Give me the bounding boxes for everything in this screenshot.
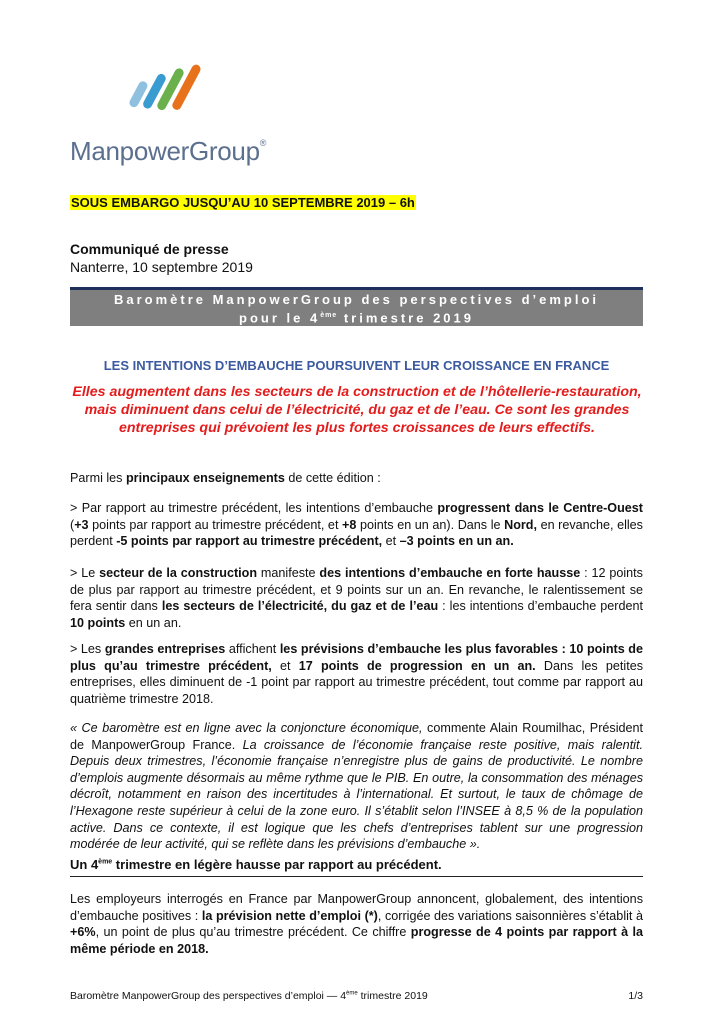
place-date: Nanterre, 10 septembre 2019 [70, 259, 253, 275]
paragraph-company-size: > Les grandes entreprises affichent les prévisions d’embauche les plus favorables : 10 points de plus qu’au trimestre précédent, et 17 points de progression en un an. Dans les petites entreprises, elles diminuent de -1 point par rapport au trimestre précédent, tout comme par rapport au quatrième trimestre 2018. [70, 642, 643, 706]
logo-wordmark: ManpowerGroup® [70, 136, 267, 166]
subheading-underline [70, 876, 643, 877]
banner-line-1: Baromètre ManpowerGroup des perspectives d’emploi [113, 292, 600, 307]
page-footer: Baromètre ManpowerGroup des perspectives d’emploi — 4ème trimestre 2019 1/3 [70, 990, 643, 1002]
manpowergroup-logo-icon [128, 62, 204, 114]
paragraph-net-forecast: Les employeurs interrogés en France par ManpowerGroup annoncent, globalement, des intentions d’embauche positives : la prévision nette d’emploi (*), corrigée des variations saisonnières s’établit à +6%, un point de plus qu’au trimestre précédent. Ce chiffre progresse de 4 points par rapport à la même période en 2018. [70, 892, 643, 956]
page-number: 1/3 [628, 990, 643, 1002]
intro-paragraph: Parmi les principaux enseignements de cette édition : [70, 471, 381, 485]
headline: LES INTENTIONS D’EMBAUCHE POURSUIVENT LEUR CROISSANCE EN FRANCE [103, 358, 610, 373]
press-release-label: Communiqué de presse [70, 241, 229, 257]
banner-line-2: pour le 4ème trimestre 2019 [239, 310, 474, 326]
paragraph-sectors: > Le secteur de la construction manifeste des intentions d’embauche en forte hausse : 12 points de plus par rapport au trimestre précédent, et 9 points sur un an. En revanche, le ralentissement se fera sentir dans les secteurs de l’électricité, du gaz et de l’eau : les intentions d’embauche perdent 10 points en un an. [70, 566, 643, 630]
embargo-notice: SOUS EMBARGO JUSQU’AU 10 SEPTEMBRE 2019 – 6h [71, 195, 415, 210]
title-banner [70, 287, 643, 326]
paragraph-regions: > Par rapport au trimestre précédent, les intentions d’embauche progressent dans le Centre-Ouest (+3 points par rapport au trimestre précédent, et +8 points en un an). Dans le Nord, en revanche, elles perdent -5 points par rapport au trimestre précédent, et –3 points en un an. [70, 501, 643, 549]
lead-paragraph: Elles augmentent dans les secteurs de la construction et de l’hôtellerie-restauration, mais diminuent dans celui de l’électricité, du gaz et de l’eau. Ce sont les grandes entreprises qui prévoient les plus fortes croissances de leurs effectifs. [72, 384, 642, 436]
section-subheading: Un 4ème trimestre en légère hausse par rapport au précédent. [70, 857, 442, 872]
quote-paragraph: « Ce baromètre est en ligne avec la conjoncture économique, commente Alain Roumilhac, Président de ManpowerGroup France. La croissance de l’économie française reste positive, mais ralentit. Depuis deux trimestres, l’économie française n’enregistre plus de gains de productivité. Le nombre d’emplois augmente désormais au même rythme que le PIB. En outre, la consommation des ménages décroît, notamment en raison des incertitudes à l’international. Et surtout, le taux de chômage de l’Hexagone reste supérieur à celui de la zone euro. Il s’établit selon l’INSEE à 8,5 % de la population active. Dans ce contexte, il est logique que les chefs d’entreprises tablent sur une progression modérée de leur activité, qui se reflète dans les prévisions d’embauche ». [70, 721, 643, 852]
